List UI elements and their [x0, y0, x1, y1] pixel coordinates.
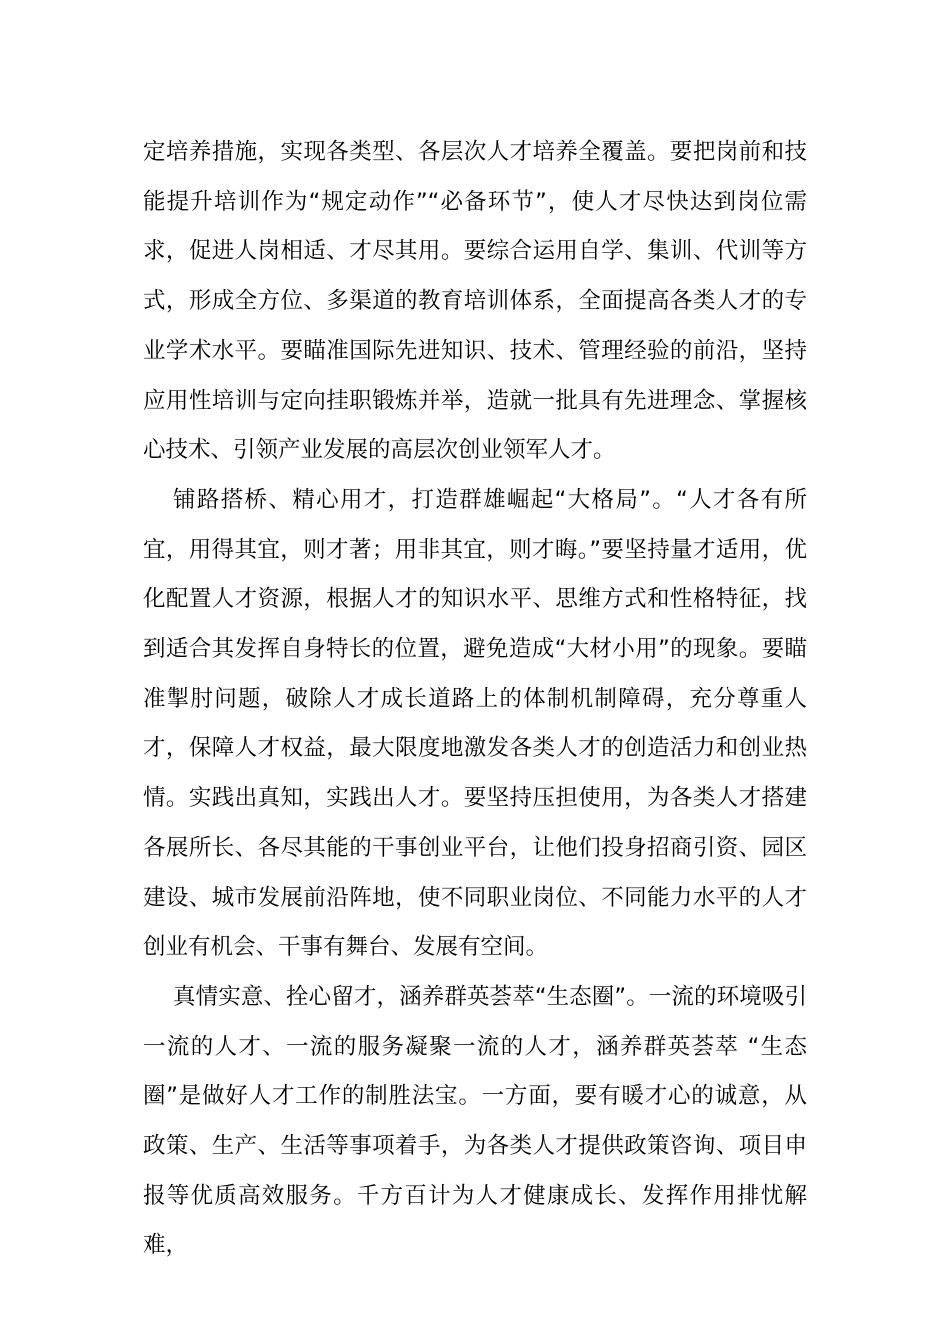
body-text	[143, 128, 807, 1271]
paragraph-continuation: 定培养措施，实现各类型、各层次人才培养全覆盖。要把岗前和技能提升培训作为“规定动作”“必备环节”，使人才尽快达到岗位需求，促进人岗相适、才尽其用。要综合运用自学、集训、代训等方式，形成全方位、多渠道的教育培训体系，全面提高各类人才的专业学术水平。要瞄准国际先进知识、技术、管理经验的前沿，坚持应用性培训与定向挂职锻炼并举，造就一批具有先进理念、掌握核心技术、引领产业发展的高层次创业领军人才。	[143, 139, 807, 464]
paragraph-talent-retention: 真情实意、拴心留才，涵养群英荟萃“生态圈”。一流的环境吸引一流的人才、一流的服务凝聚一流的人才，涵养群英荟萃 “生态圈”是做好人才工作的制胜法宝。一方面，要有暖才心的诚意，从政策、生产、生活等事项着手，为各类人才提供政策咨询、项目申报等优质高效服务。千方百计为人才健康成长、发挥作用排忧解难，	[143, 983, 807, 1259]
paragraph-talent-deployment: 铺路搭桥、精心用才，打造群雄崛起“大格局”。“人才各有所宜，用得其宜，则才著；用非其宜，则才晦。”要坚持量才适用，优化配置人才资源，根据人才的知识水平、思维方式和性格特征，找到适合其发挥自身特长的位置，避免造成“大材小用”的现象。要瞄准掣肘问题，破除人才成长道路上的体制机制障碍，充分尊重人才，保障人才权益，最大限度地激发各类人才的创造活力和创业热情。实践出真知，实践出人才。要坚持压担使用，为各类人才搭建各展所长、各尽其能的干事创业平台，让他们投身招商引资、园区建设、城市发展前沿阵地，使不同职业岗位、不同能力水平的人才创业有机会、干事有舞台、发展有空间。	[143, 486, 807, 961]
